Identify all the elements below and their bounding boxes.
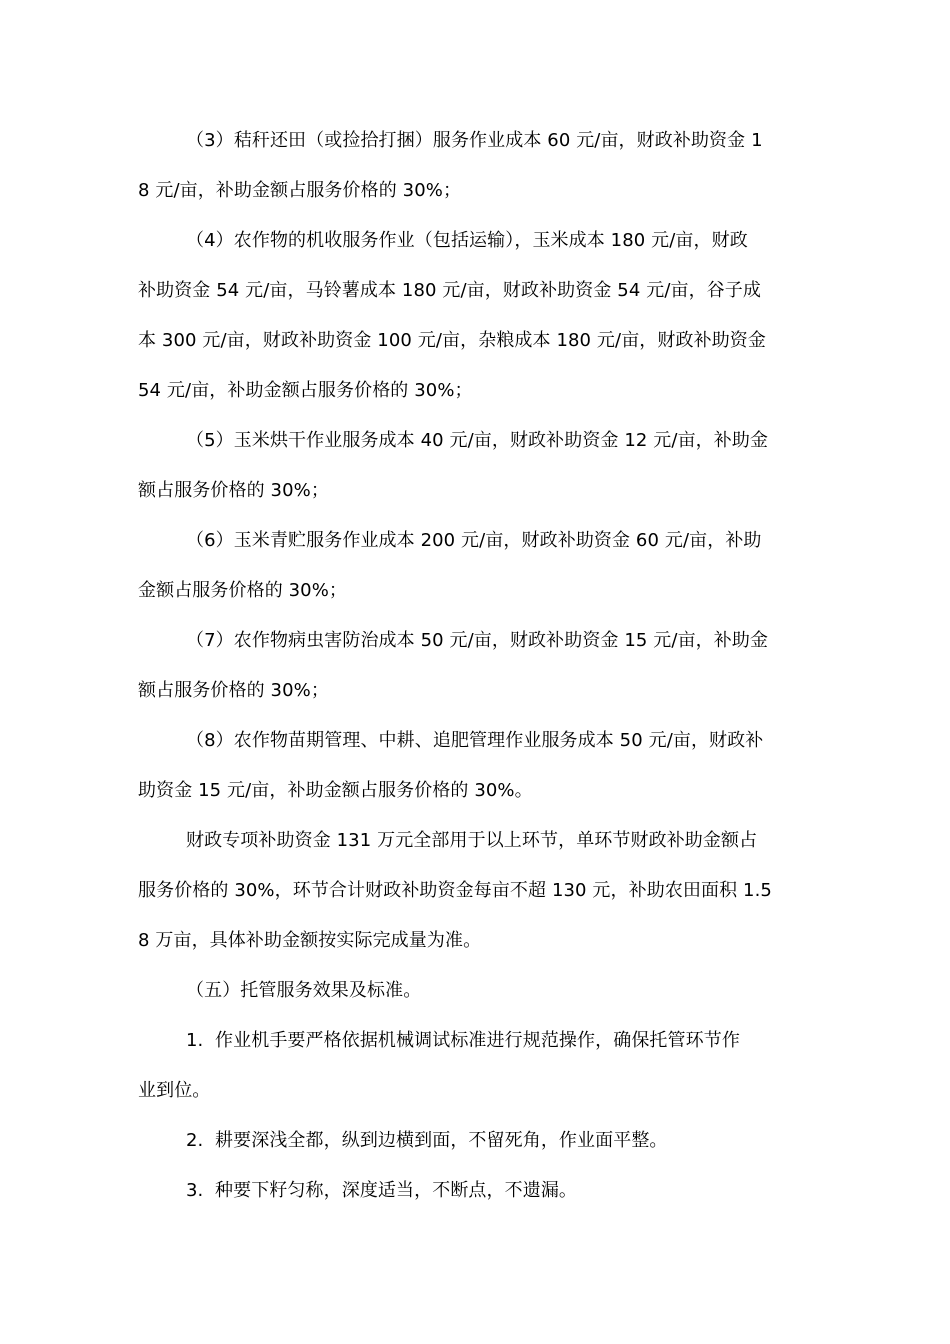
text-line: （6）玉米青贮服务作业成本 200 元/亩，财政补助资金 60 元/亩，补助 xyxy=(186,530,762,551)
text-line: 额占服务价格的 30%； xyxy=(138,680,329,701)
text-line: 2. 耕要深浅全都，纵到边横到面，不留死角，作业面平整。 xyxy=(186,1130,668,1151)
text-line: （8）农作物苗期管理、中耕、追肥管理作业服务成本 50 元/亩，财政补 xyxy=(186,730,764,751)
text-line: 54 元/亩，补助金额占服务价格的 30%； xyxy=(138,380,473,401)
text-line: 1. 作业机手要严格依据机械调试标准进行规范操作，确保托管环节作 xyxy=(186,1030,740,1051)
text-line: 业到位。 xyxy=(138,1080,211,1101)
text-line: 8 元/亩，补助金额占服务价格的 30%； xyxy=(138,180,462,201)
text-line: 金额占服务价格的 30%； xyxy=(138,580,348,601)
text-line: 财政专项补助资金 131 万元全部用于以上环节，单环节财政补助金额占 xyxy=(186,830,758,851)
text-line: 8 万亩，具体补助金额按实际完成量为准。 xyxy=(138,930,482,951)
text-line: 3. 种要下籽匀称，深度适当，不断点，不遗漏。 xyxy=(186,1180,578,1201)
text-line: 本 300 元/亩，财政补助资金 100 元/亩，杂粮成本 180 元/亩，财政补助资金 xyxy=(138,330,766,351)
text-line: 服务价格的 30%，环节合计财政补助资金每亩不超 130 元，补助农田面积 1.5 xyxy=(138,880,772,901)
text-line: （3）秸秆还田（或捡拾打捆）服务作业成本 60 元/亩，财政补助资金 1 xyxy=(186,130,763,151)
text-line: 补助资金 54 元/亩，马铃薯成本 180 元/亩，财政补助资金 54 元/亩，谷子成 xyxy=(138,280,761,301)
text-line: 助资金 15 元/亩，补助金额占服务价格的 30%。 xyxy=(138,780,533,801)
text-line: 额占服务价格的 30%； xyxy=(138,480,329,501)
text-line: （4）农作物的机收服务作业（包括运输），玉米成本 180 元/亩，财政 xyxy=(186,230,748,251)
text-line: （7）农作物病虫害防治成本 50 元/亩，财政补助资金 15 元/亩，补助金 xyxy=(186,630,769,651)
section-heading: （五）托管服务效果及标准。 xyxy=(186,980,422,1001)
text-line: （5）玉米烘干作业服务成本 40 元/亩，财政补助资金 12 元/亩，补助金 xyxy=(186,430,769,451)
